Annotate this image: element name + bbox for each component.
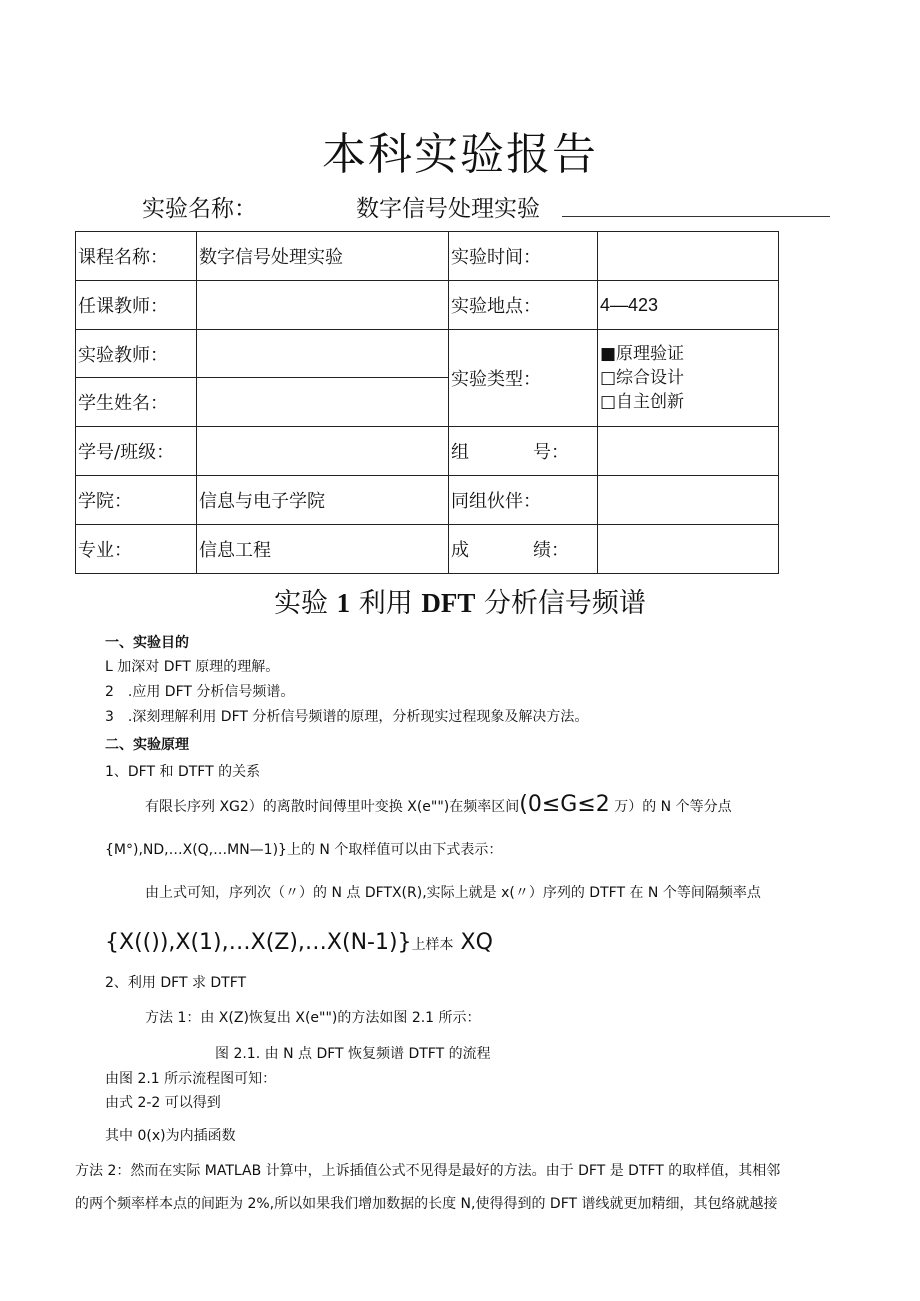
section-title-pre: 实验 (274, 588, 337, 619)
info-table (75, 231, 779, 574)
id-label: 学号/班级： (76, 427, 197, 476)
report-title: 本科实验报告 (322, 129, 598, 180)
purpose-item-1: L 加深对 DFT 原理的理解。 (105, 659, 280, 675)
partner-value (598, 476, 779, 525)
college-value: 信息与电子学院 (197, 476, 449, 525)
place-value: 4—423 (598, 281, 779, 330)
paragraph-dtft-def (145, 792, 732, 817)
time-value (598, 232, 779, 281)
figure-caption: 图 2.1. 由 N 点 DFT 恢复频谱 DTFT 的流程 (215, 1046, 491, 1062)
course-value: 数字信号处理实验 (197, 232, 449, 281)
section-title-num: 1 (336, 588, 351, 618)
section-title-post: 分析信号频谱 (475, 588, 646, 619)
type-label: 实验类型： (449, 330, 598, 427)
place-label: 实验地点： (449, 281, 598, 330)
id-value (197, 427, 449, 476)
section-title-dft: DFT (421, 588, 476, 618)
heading-dft-to-dtft: 2、利用 DFT 求 DTFT (105, 975, 247, 991)
college-label: 学院： (76, 476, 197, 525)
type-option-verify: ■原理验证 (600, 344, 685, 364)
type-option-design: □综合设计 (600, 368, 685, 388)
paragraph-sample-set-c: XQ (453, 930, 493, 955)
experiment-name-underline (562, 216, 830, 217)
section-title (0, 581, 920, 620)
lab-teacher-value (197, 330, 449, 378)
group-label-b: 号： (533, 442, 569, 463)
teacher-value (197, 281, 449, 330)
paragraph-dtft-def-a: 有限长序列 XG2）的离散时间傅里叶变换 X(e"")在频率区间 (145, 799, 520, 815)
type-options (598, 330, 779, 427)
major-value: 信息工程 (197, 525, 449, 574)
major-label: 专业： (76, 525, 197, 574)
group-value (598, 427, 779, 476)
group-label (449, 427, 598, 476)
time-label: 实验时间： (449, 232, 598, 281)
paragraph-sample-set-b: 上样本 (411, 937, 454, 953)
paragraph-method-1: 方法 1：由 X(Z)恢复出 X(e"")的方法如图 2.1 所示： (145, 1010, 481, 1026)
paragraph-dtft-def-b: (0≤G≤2 (519, 792, 610, 817)
paragraph-from-figure: 由图 2.1 所示流程图可知： (105, 1071, 277, 1087)
paragraph-dft-meaning: 由上式可知，序列次（〃）的 N 点 DFTX(R),实际上就是 x(〃）序列的 DTFT 在 N 个等间隔频率点 (145, 885, 761, 901)
student-value (197, 378, 449, 427)
paragraph-from-eq: 由式 2-2 可以得到 (105, 1095, 221, 1111)
paragraph-dtft-def-c: 万）的 N 个等分点 (609, 799, 732, 815)
section-title-mid: 利用 (350, 588, 422, 619)
course-label: 课程名称： (76, 232, 197, 281)
type-option-innovate: □自主创新 (600, 392, 685, 412)
paragraph-interp: 其中 0(x)为内插函数 (105, 1128, 236, 1144)
paragraph-method-2-cont: 的两个频率样本点的间距为 2%,所以如果我们增加数据的长度 N,使得得到的 DFT 谱线就更加精细，其包络就越接 (75, 1196, 778, 1212)
score-label-a: 成 (451, 540, 469, 561)
paragraph-sample-set-a: {X(()),X(1),…X(Z),…X(N-1)} (105, 930, 412, 955)
score-label-b: 绩： (533, 540, 569, 561)
teacher-label: 任课教师： (76, 281, 197, 330)
score-label (449, 525, 598, 574)
experiment-name-label: 实验名称： (142, 196, 257, 222)
paragraph-method-2: 方法 2：然而在实际 MATLAB 计算中，上诉插值公式不见得是最好的方法。由于 DFT 是 DTFT 的取样值，其相邻 (75, 1163, 781, 1179)
student-label: 学生姓名： (76, 378, 197, 427)
heading-dft-dtft: 1、DFT 和 DTFT 的关系 (105, 764, 261, 780)
score-value (598, 525, 779, 574)
paragraph-samples: {M°),ND,…X(Q,…MN—1)}上的 N 个取样值可以由下式表示： (105, 842, 503, 858)
partner-label: 同组伙伴： (449, 476, 598, 525)
purpose-item-2: 2 .应用 DFT 分析信号频谱。 (105, 684, 295, 700)
lab-teacher-label: 实验教师： (76, 330, 197, 378)
purpose-item-3: 3 .深刻理解利用 DFT 分析信号频谱的原理，分析现实过程现象及解决方法。 (105, 709, 589, 725)
heading-purpose: 一、实验目的 (105, 635, 189, 651)
experiment-name-value: 数字信号处理实验 (356, 196, 540, 222)
heading-principle: 二、实验原理 (105, 737, 189, 753)
paragraph-sample-set (105, 930, 493, 955)
group-label-a: 组 (451, 442, 469, 463)
